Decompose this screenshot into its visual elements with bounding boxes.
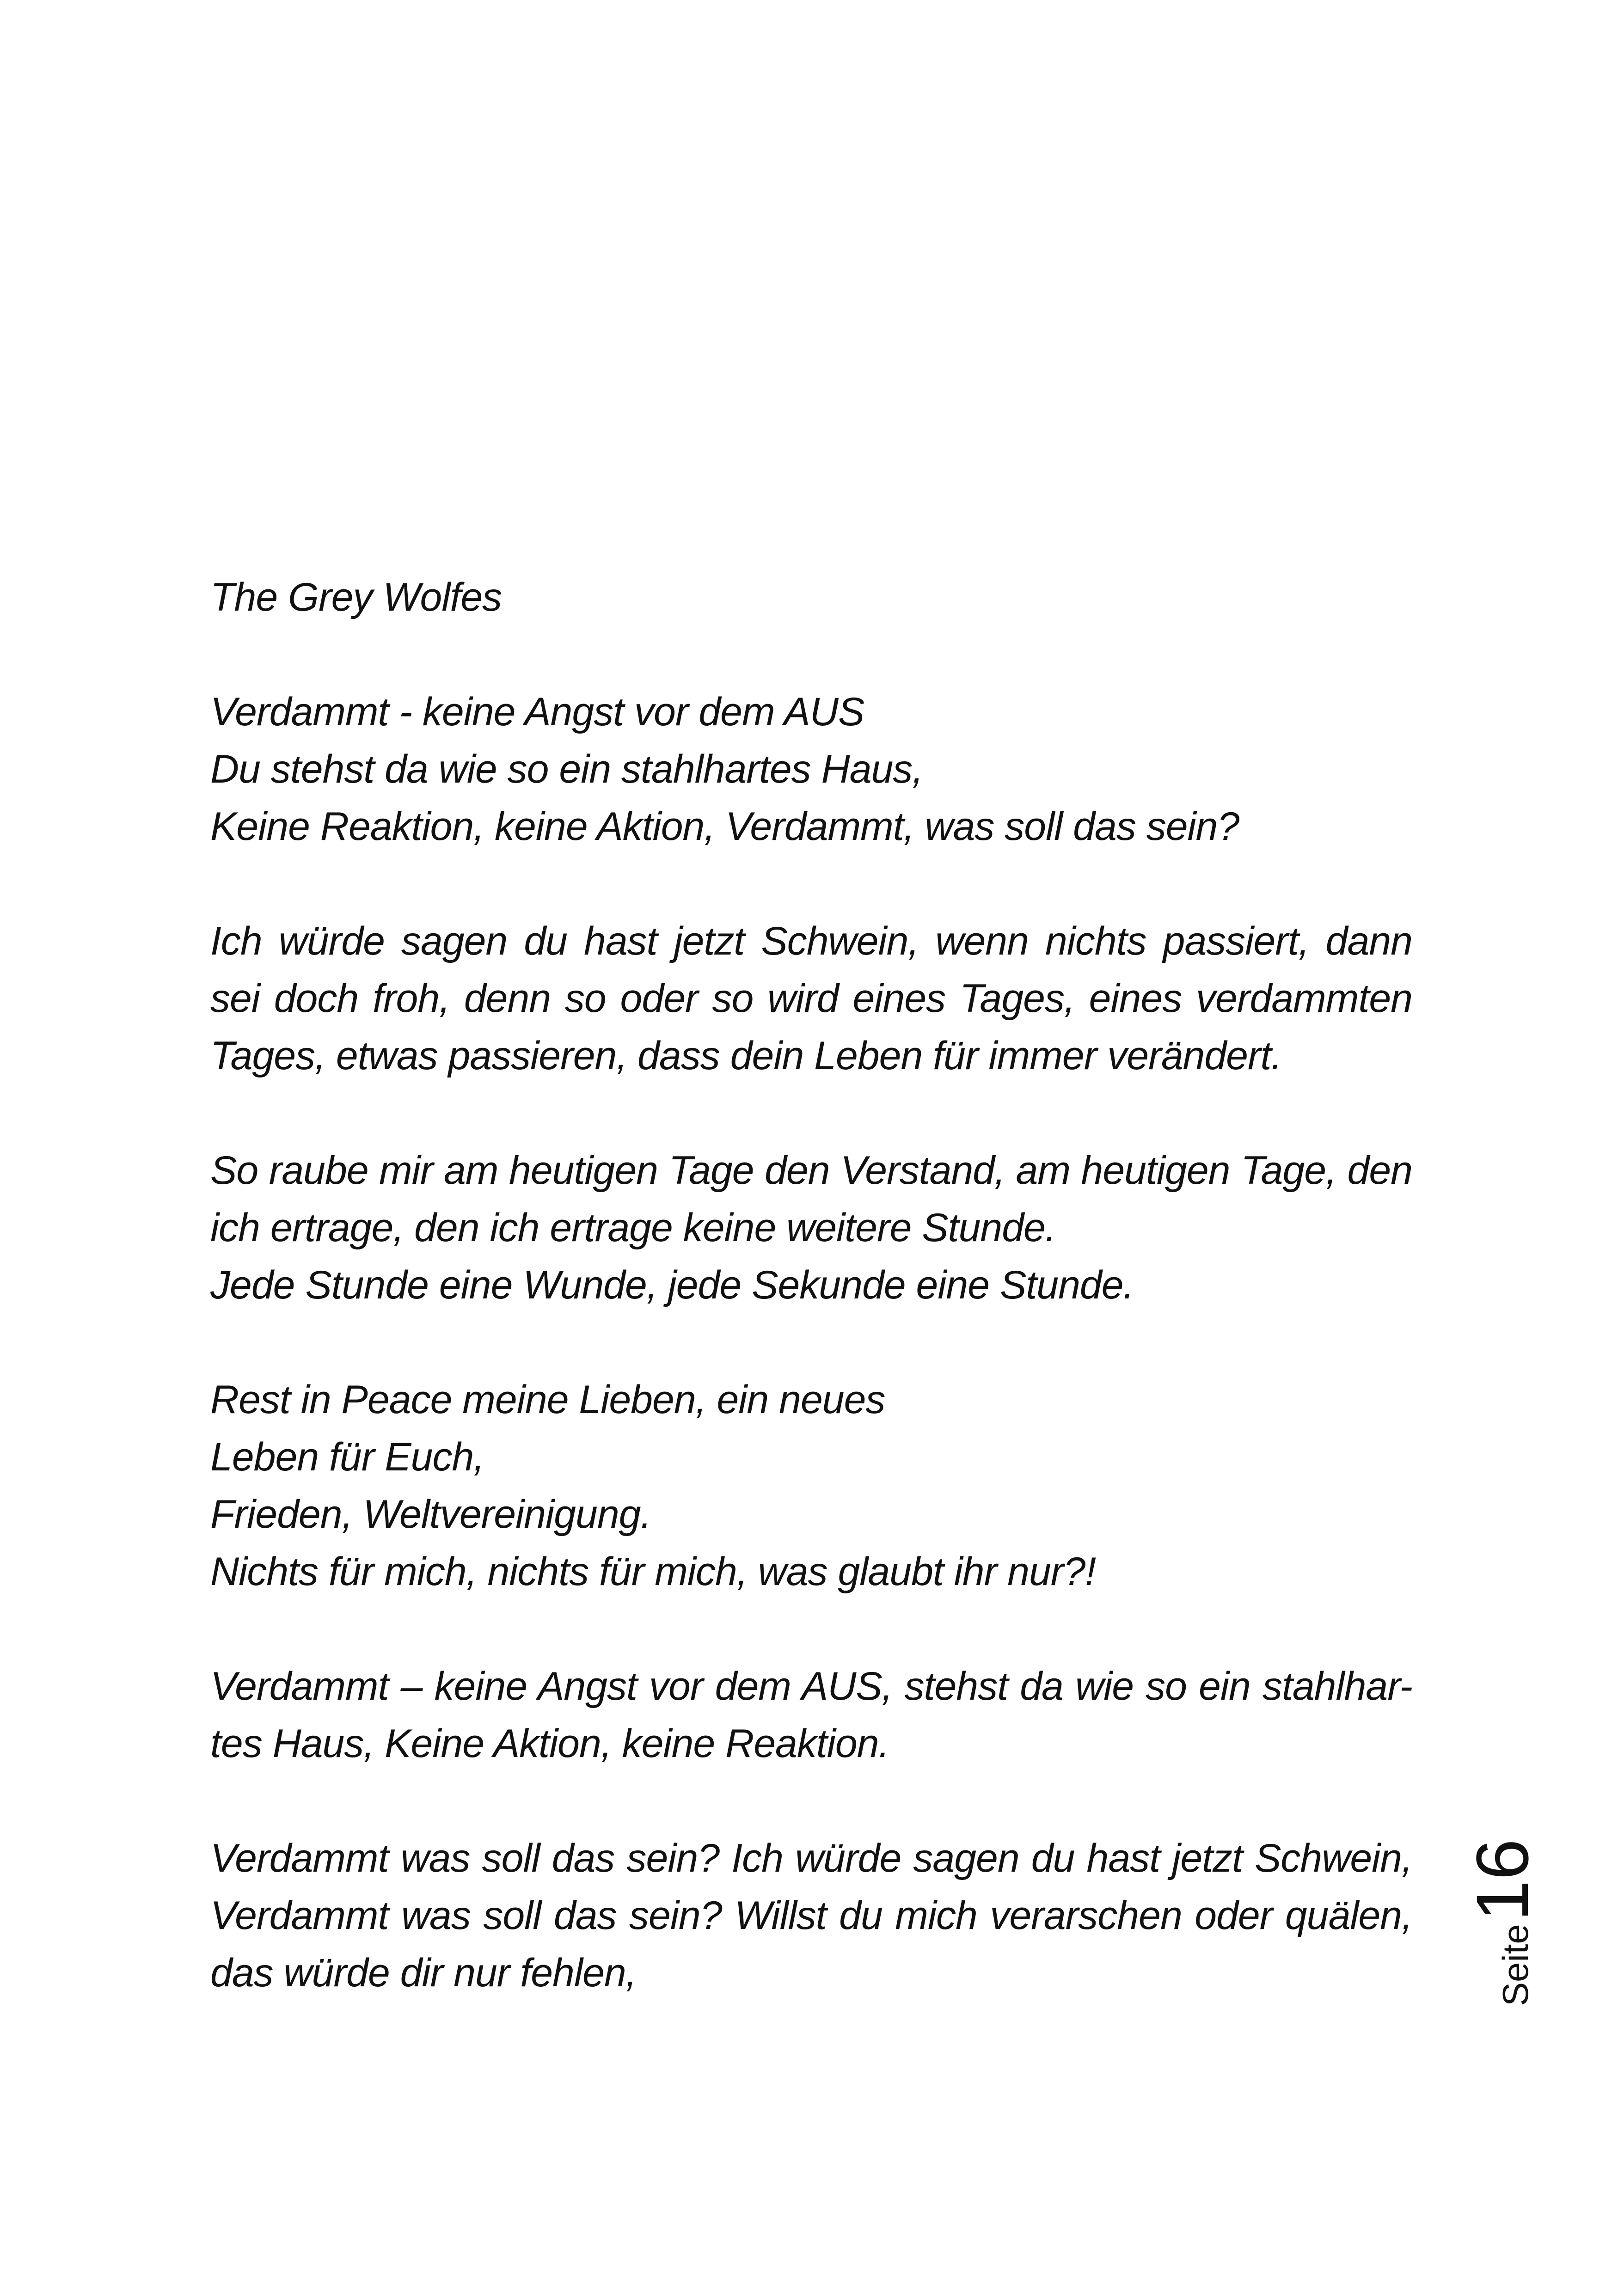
poem-line: Jede Stunde eine Wunde, jede Sekunde eine Stunde. [210, 1263, 1134, 1307]
poem-line: Nichts für mich, nichts für mich, was glaubt ihr nur?! [210, 1549, 1096, 1594]
poem-line: Keine Reaktion, keine Aktion, Verdammt, was soll das sein? [210, 804, 1239, 849]
poem-line: Frieden, Weltvereinigung. [210, 1492, 651, 1537]
stanza-6 [210, 1830, 1412, 2002]
poem-line: Verdammt was soll das sein? Ich würde sagen du hast jetzt Schwein, [210, 1836, 1412, 1880]
poem-line: Rest in Peace meine Lieben, ein neues [210, 1378, 885, 1422]
poem-line: Verdammt was soll das sein? Willst du mich verarschen oder quälen, [210, 1893, 1412, 1938]
poem-line: Du stehst da wie so ein stahlhartes Haus, [210, 747, 923, 791]
stanza-1 [210, 683, 1412, 855]
poem-line: das würde dir nur fehlen, [210, 1951, 637, 1995]
page-number [1461, 1839, 1544, 2006]
stanza-5 [210, 1658, 1412, 1772]
poem-line: Ich würde sagen du hast jetzt Schwein, wenn nichts passiert, dann [210, 919, 1412, 963]
poem [210, 569, 1412, 2002]
poem-line: sei doch froh, denn so oder so wird eines Tages, eines verdammten [210, 976, 1412, 1021]
stanza-4 [210, 1371, 1412, 1600]
page-number-value: 16 [1461, 1839, 1544, 1922]
poem-line: Tages, etwas passieren, dass dein Leben für immer verändert. [210, 1034, 1282, 1078]
poem-line: Verdammt - keine Angst vor dem AUS [210, 690, 864, 734]
poem-line: tes Haus, Keine Aktion, keine Reaktion. [210, 1721, 889, 1766]
poem-line: ich ertrage, den ich ertrage keine weitere Stunde. [210, 1206, 1056, 1250]
stanza-2 [210, 912, 1412, 1084]
poem-title: The Grey Wolfes [210, 575, 502, 619]
page-number-label: Seite [1495, 1924, 1536, 2006]
stanza-3 [210, 1142, 1412, 1314]
poem-line: Verdammt – keine Angst vor dem AUS, stehst da wie so ein stahlhar- [210, 1664, 1412, 1708]
poem-line: Leben für Euch, [210, 1435, 484, 1479]
poem-line: So raube mir am heutigen Tage den Verstand, am heutigen Tage, den [210, 1148, 1412, 1193]
